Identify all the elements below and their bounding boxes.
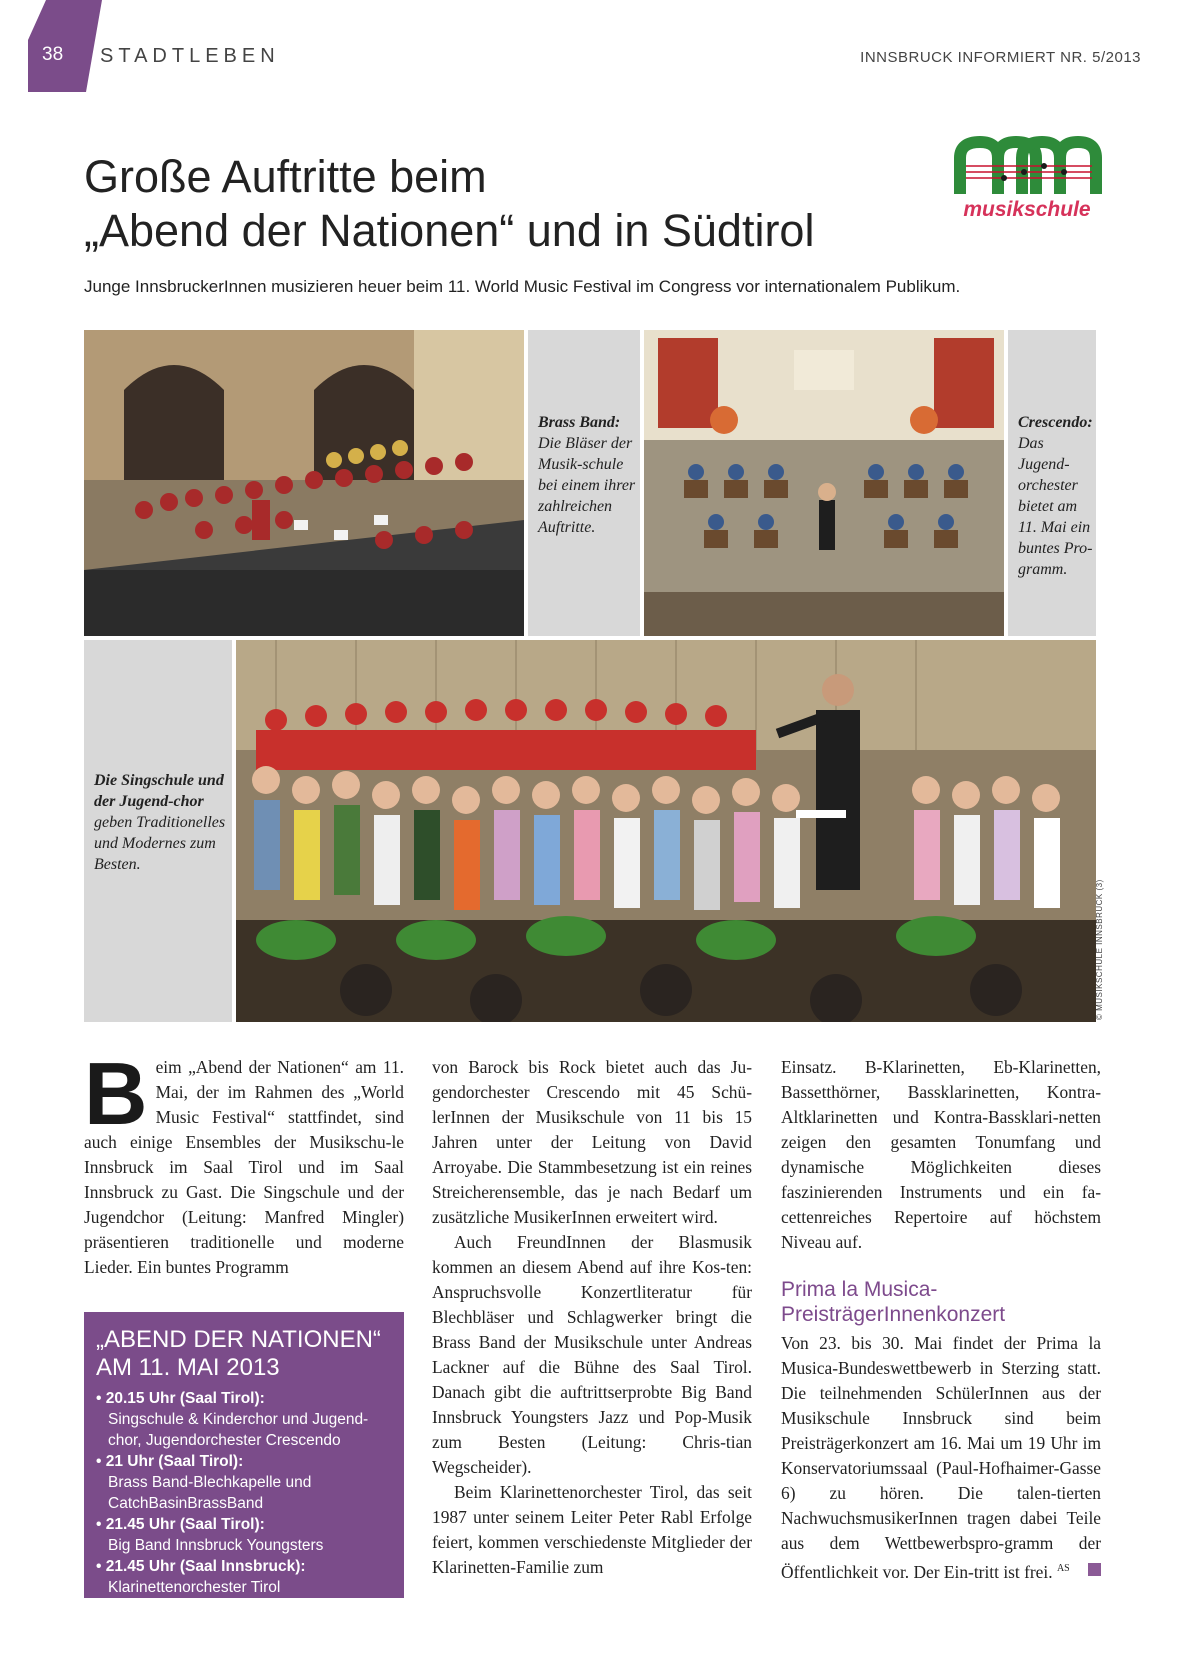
prima-la-musica-heading: Prima la Musica-PreisträgerInnenkonzert <box>781 1278 1006 1326</box>
crescendo-caption-text: Das Jugend-orchester bietet am 11. Mai ein buntes Pro-gramm. <box>1018 435 1093 578</box>
schedule-item <box>96 1388 392 1451</box>
choir-photo <box>236 640 1096 1022</box>
page-number: 38 <box>42 44 64 65</box>
col1-paragraph-1-text: eim „Abend der Nationen“ am 11. Mai, der im Rahmen des „World Music Festival“ stattfindet, sind auch einige Ensembles der Musikschu-le Innsbruck im Saal Tirol und im Saal Innsbruck zu Gast. Die Singschule und der Jugendchor (Leitung: Manfred Mingler) präsentieren traditionelle und moderne Lieder. Ein buntes Programm <box>84 1057 404 1277</box>
logo-text: musikschule <box>963 198 1091 221</box>
crescendo-caption <box>1018 412 1096 580</box>
infobox-title-line-2: AM 11. MAI 2013 <box>96 1354 280 1381</box>
col3-paragraph-1: Einsatz. B-Klarinetten, Eb-Klarinetten, Bassetthörner, Bassklarinetten, Kontra-Altklarinetten und Kontra-Bassklari-netten zeigen den gesamten Tonumfang und dynamische Möglichkeiten dieses faszinierenden Instruments und ein fa-cettenreiches Repertoire auf höchstem Niveau auf. <box>781 1057 1101 1252</box>
brass-caption-bold: Brass Band: <box>538 414 621 431</box>
title-line-1: Große Auftritte beim <box>84 151 487 202</box>
drop-cap: B <box>84 1044 148 1143</box>
section-title: STADTLEBEN <box>100 45 280 67</box>
schedule-desc: Klarinettenorchester Tirol <box>108 1579 281 1596</box>
schedule-desc: Brass Band-Blechkapelle und CatchBasinBrassBand <box>108 1474 312 1512</box>
end-mark-icon <box>1088 1563 1101 1576</box>
logo-mark-icon <box>952 136 1102 198</box>
choir-caption <box>94 770 228 875</box>
photo-credit: © MUSIKSCHULE INNSBRUCK (3) <box>1095 879 1104 1020</box>
body-column-3 <box>781 1055 1101 1585</box>
choir-caption-text: geben Traditionelles und Modernes zum Besten. <box>94 814 226 873</box>
musikschule-logo <box>952 136 1102 226</box>
author-initials: AS <box>1056 1563 1070 1574</box>
schedule-time: • 21.45 Uhr (Saal Tirol): <box>96 1514 392 1535</box>
issue-label: INNSBRUCK INFORMIERT NR. 5/2013 <box>860 49 1141 66</box>
col2-paragraph-3: Beim Klarinettenorchester Tirol, das seit 1987 unter seinem Leiter Peter Rabl Erfolge feiert, kommen verschiedenste Mitglieder der Klarinetten-Familie zum <box>432 1482 752 1577</box>
schedule-desc: Big Band Innsbruck Youngsters <box>108 1537 324 1554</box>
article-title <box>84 150 904 258</box>
body-column-1 <box>84 1044 404 1280</box>
schedule-time: • 20.15 Uhr (Saal Tirol): <box>96 1388 392 1409</box>
article-subtitle: Junge InnsbruckerInnen musizieren heuer beim 11. World Music Festival im Congress vor internationalem Publikum. <box>84 277 961 296</box>
col1-paragraph-1 <box>84 1044 404 1280</box>
col3-paragraph-2-text: Von 23. bis 30. Mai findet der Prima la Musica-Bundeswettbewerb in Sterzing statt. Die teilnehmenden SchülerInnen aus der Musikschule Innsbruck sind beim Preisträgerkonzert am 16. Mai um 19 Uhr im Konservatoriumssaal (Paul-Hofhaimer-Gasse 6) zu hören. Die talen-tierten NachwuchsmusikerInnen tragen dabei Teile aus dem Wettbewerbspro-gramm der Öffentlichkeit vor. Der Ein-tritt ist frei. <box>781 1333 1101 1582</box>
col3-paragraph-2 <box>781 1331 1101 1585</box>
col2-paragraph-2: Auch FreundInnen der Blasmusik kommen an diesem Abend auf ihre Kos-ten: Anspruchsvolle Konzertliteratur für Blechbläser und Schlagwerker bringt die Brass Band der Musikschule unter Andreas Lackner auf die Bühne des Saal Tirol. Danach gibt die auftrittserprobte Big Band Innsbruck Youngsters Jazz und Pop-Musik zum Besten (Leitung: Chris-tian Wegscheider). <box>432 1232 752 1477</box>
schedule-item <box>96 1556 392 1598</box>
crescendo-photo <box>644 330 1004 636</box>
brass-band-photo <box>84 330 524 636</box>
infobox-title-line-1: „ABEND DER NATIONEN“ <box>96 1326 381 1353</box>
schedule-item <box>96 1514 392 1556</box>
col2-paragraph-1: von Barock bis Rock bietet auch das Ju-gendorchester Crescendo mit 45 Schü-lerInnen der Musikschule von 11 bis 15 Jahren unter der Leitung von David Arroyabe. Die Stammbesetzung ist ein reines Streicherensemble, das je nach Bedarf um zusätzliche MusikerInnen erweitert wird. <box>432 1057 752 1227</box>
infobox-schedule <box>96 1388 392 1598</box>
choir-caption-bold: Die Singschule und der Jugend-chor <box>94 772 224 810</box>
title-line-2: „Abend der Nationen“ und in Südtirol <box>84 205 815 256</box>
brass-caption-text: Die Bläser der Musik-schule bei einem ihrer zahlreichen Auftritte. <box>538 435 636 536</box>
schedule-desc: Singschule & Kinderchor und Jugend-chor, Jugendorchester Crescendo <box>108 1411 369 1449</box>
event-info-box <box>84 1312 404 1598</box>
brass-caption <box>538 412 636 538</box>
infobox-title <box>96 1326 392 1382</box>
crescendo-caption-bold: Crescendo: <box>1018 414 1093 431</box>
schedule-item <box>96 1451 392 1514</box>
schedule-time: • 21.45 Uhr (Saal Innsbruck): <box>96 1556 392 1577</box>
schedule-time: • 21 Uhr (Saal Tirol): <box>96 1451 392 1472</box>
body-column-2 <box>432 1055 752 1580</box>
